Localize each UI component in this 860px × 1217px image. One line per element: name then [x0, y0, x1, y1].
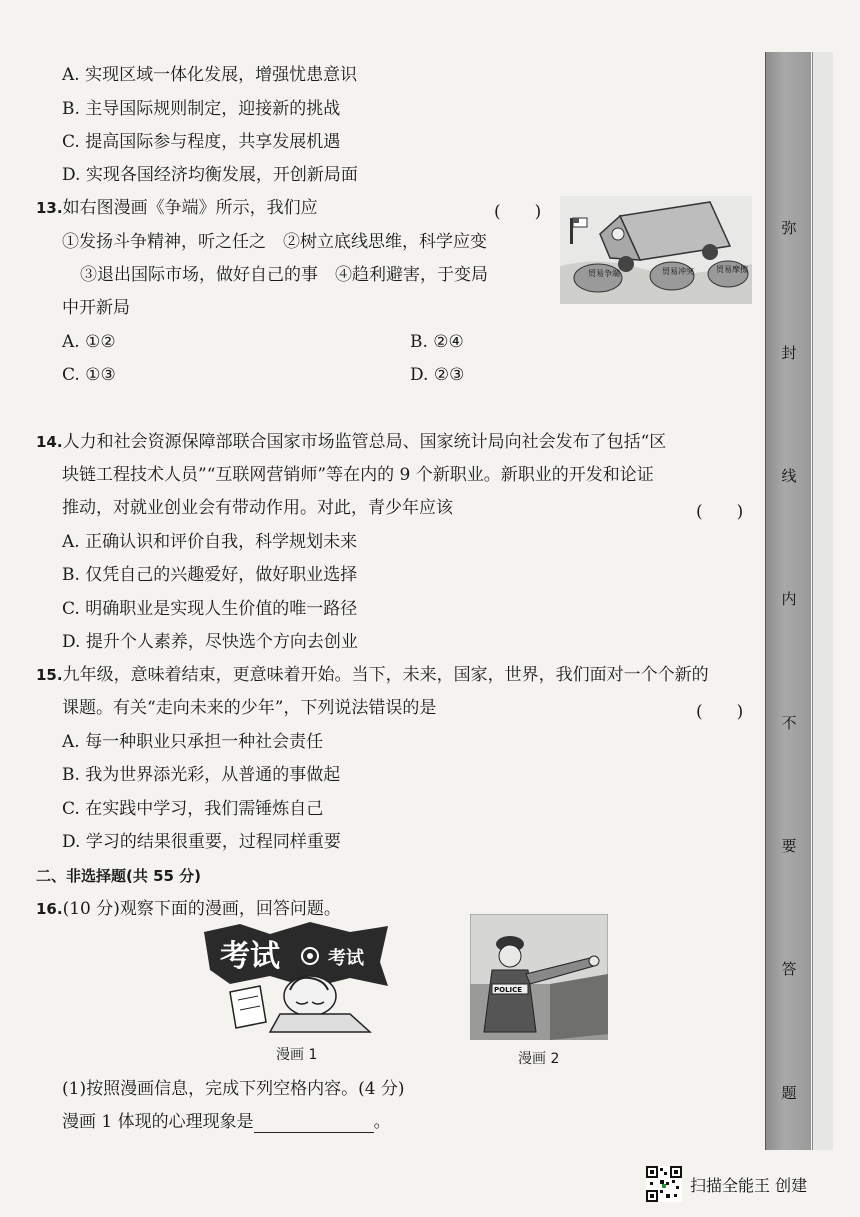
q14-line2: 块链工程技术人员”“互联网营销师”等在内的 9 个新职业。新职业的开发和论证	[62, 465, 654, 485]
watermark-text: 扫描全能王 创建	[690, 1175, 808, 1195]
q15-line2: 课题。有关“走向未来的少年”，下列说法错误的是	[62, 698, 437, 718]
q14-line3: 推动，对就业创业会有带动作用。对此，青少年应该	[62, 498, 453, 518]
cartoon-1-word-1: 考试	[220, 939, 280, 974]
sidebar-char-3: 线	[781, 467, 797, 485]
scanner-watermark	[646, 1166, 807, 1202]
binding-margin-sidebar	[765, 52, 811, 1150]
q13-line2: ③退出国际市场，做好自己的事 ④趋利避害，于变局	[80, 265, 488, 285]
cartoon-2-caption: 漫画 2	[518, 1051, 560, 1067]
cartoon-label-3: 贸易摩擦	[716, 265, 748, 274]
q15-option-c: C. 在实践中学习，我们需锤炼自己	[62, 799, 324, 819]
q16-sub1: (1)按照漫画信息，完成下列空格内容。(4 分)	[62, 1079, 405, 1099]
q13-option-a: A. ①②	[62, 332, 116, 352]
sidebar-char-8: 题	[781, 1084, 797, 1102]
q15-option-d: D. 学习的结果很重要，过程同样重要	[62, 832, 341, 852]
q12-option-c: C. 提高国际参与程度，共享发展机遇	[62, 132, 341, 152]
q15-line1-row	[36, 664, 709, 686]
binding-margin-edge	[812, 52, 833, 1150]
sidebar-char-7: 答	[781, 960, 797, 978]
cartoon-dispute-image	[560, 196, 752, 304]
q14-answer-paren: ( )	[696, 502, 744, 522]
q13-option-d: D. ②③	[410, 365, 465, 385]
q16-sub1-end: 。	[373, 1112, 391, 1132]
q16-sub1-prompt: 漫画 1 体现的心理现象是	[62, 1112, 254, 1132]
q14-line1: 人力和社会资源保障部联合国家市场监管总局、国家统计局向社会发布了包括“区	[62, 432, 667, 452]
q12-option-b: B. 主导国际规则制定，迎接新的挑战	[62, 99, 341, 119]
q16-number: 16.	[36, 900, 63, 918]
cartoon-1-exam-anxiety	[200, 922, 392, 1036]
q13-option-b: B. ②④	[410, 332, 464, 352]
q16-stem-row	[36, 898, 341, 920]
q13-line3: 中开新局	[62, 298, 130, 318]
cartoon-2-police-label: POLICE	[494, 986, 523, 994]
cartoon-1-word-2: 考试	[328, 948, 364, 969]
q14-option-a: A. 正确认识和评价自我，科学规划未来	[62, 532, 358, 552]
cartoon-2-police	[470, 914, 608, 1040]
q14-line1-row	[36, 431, 666, 453]
q16-stem: (10 分)观察下面的漫画，回答问题。	[62, 899, 341, 919]
q16-sub1-row	[62, 1111, 391, 1133]
q14-option-d: D. 提升个人素养，尽快选个方向去创业	[62, 632, 358, 652]
q13-number: 13.	[36, 199, 63, 217]
q14-option-b: B. 仅凭自己的兴趣爱好，做好职业选择	[62, 565, 358, 585]
cartoon-1-caption: 漫画 1	[276, 1047, 318, 1063]
section-heading: 二、非选择题(共 55 分)	[36, 867, 202, 885]
q13-stem-row	[36, 197, 318, 219]
q15-answer-paren: ( )	[696, 702, 744, 722]
q15-option-b: B. 我为世界添光彩，从普通的事做起	[62, 765, 341, 785]
sidebar-char-4: 内	[781, 590, 797, 608]
q15-line1: 九年级，意味着结束，更意味着开始。当下，未来，国家，世界，我们面对一个个新的	[62, 665, 709, 685]
q15-number: 15.	[36, 666, 63, 684]
q13-option-c: C. ①③	[62, 365, 116, 385]
q14-option-c: C. 明确职业是实现人生价值的唯一路径	[62, 599, 358, 619]
sidebar-char-6: 要	[781, 837, 797, 855]
cartoon-label-1: 贸易争端	[588, 269, 620, 278]
q13-line1: ①发扬斗争精神，听之任之 ②树立底线思维，科学应变	[62, 232, 487, 252]
q13-stem: 如右图漫画《争端》所示，我们应	[62, 198, 318, 218]
sidebar-char-1: 弥	[781, 219, 797, 237]
q15-option-a: A. 每一种职业只承担一种社会责任	[62, 732, 324, 752]
q16-answer-blank[interactable]	[254, 1116, 374, 1133]
qr-code-icon	[646, 1166, 682, 1202]
sidebar-char-2: 封	[781, 344, 797, 362]
q12-option-a: A. 实现区域一体化发展，增强忧患意识	[62, 65, 358, 85]
sidebar-char-5: 不	[781, 714, 797, 732]
q12-option-d: D. 实现各国经济均衡发展，开创新局面	[62, 165, 358, 185]
q14-number: 14.	[36, 433, 63, 451]
q13-answer-paren: ( )	[494, 202, 542, 222]
cartoon-label-2: 贸易冲突	[662, 267, 694, 276]
